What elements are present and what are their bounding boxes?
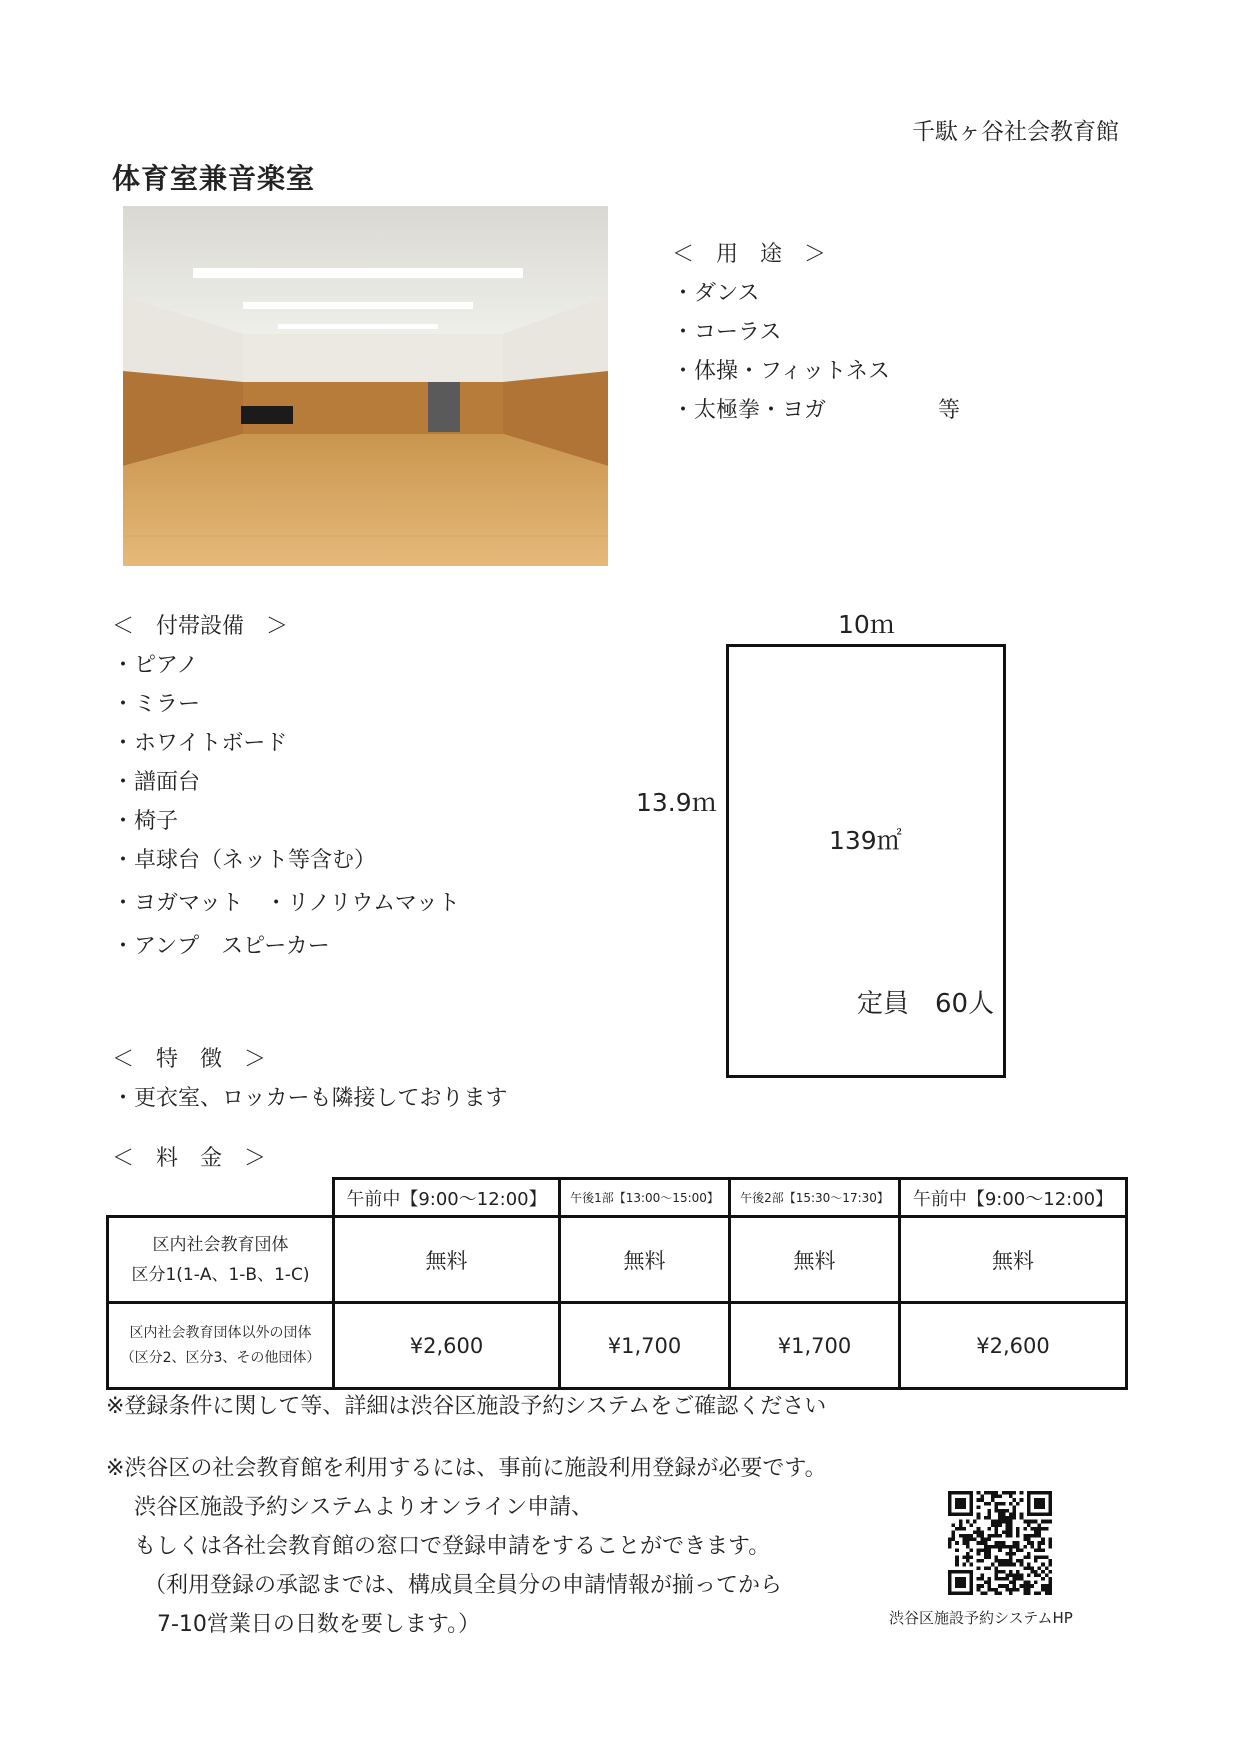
fee-column-header: 午後2部【15:30～17:30】 [730,1179,900,1217]
room-photo [123,206,608,566]
note-registration-required: ※渋谷区の社会教育館を利用するには、事前に施設利用登録が必要です。 [106,1456,827,1481]
fee-table [106,1177,1128,1390]
equipment-item: ・アンプ スピーカー [112,934,330,959]
uses-item-label: ・太極拳・ヨガ [672,398,827,423]
page-title: 体育室兼音楽室 [112,162,316,195]
note-line: （利用登録の承認までは、構成員全員分の申請情報が揃ってから [144,1573,783,1598]
equipment-item: ・ピアノ [112,653,199,678]
uses-item: ・ダンス [672,281,760,306]
uses-item [672,393,960,432]
fee-cell: ¥1,700 [560,1303,730,1389]
note-line: もしくは各社会教育館の窓口で登録申請をすることができます。 [134,1534,771,1559]
plan-height-label: 13.9ｍ [636,788,717,817]
qr-caption: 渋谷区施設予約システムHP [889,1609,1073,1627]
fee-cell: ¥2,600 [334,1303,560,1389]
fee-column-header: 午後1部【13:00～15:00】 [560,1179,730,1217]
fee-row-label-line: 区内社会教育団体以外の団体 [129,1324,312,1341]
uses-item: ・コーラス [672,320,782,345]
fee-table-header-row [108,1179,1127,1217]
equipment-item: ・椅子 [112,809,179,834]
equipment-item: ・ヨガマット ・リノリウムマット [112,891,460,916]
fee-row-label [108,1217,334,1303]
fees-heading: ＜ 料 金 ＞ [112,1146,267,1171]
fee-column-header: 午前中【9:00～12:00】 [334,1179,560,1217]
fee-cell: 無料 [560,1217,730,1303]
uses-item: ・体操・フィットネス [672,359,891,384]
uses-section [672,237,960,432]
features-item: ・更衣室、ロッカーも隣接しております [112,1086,508,1111]
fee-cell: ¥1,700 [730,1303,900,1389]
table-row [108,1303,1127,1389]
equipment-item: ・卓球台（ネット等含む） [112,848,377,873]
fee-column-header: 午前中【9:00～12:00】 [900,1179,1127,1217]
uses-heading: ＜ 用 途 ＞ [672,242,827,267]
note-line: 渋谷区施設予約システムよりオンライン申請、 [134,1495,594,1520]
fee-cell: 無料 [334,1217,560,1303]
equipment-item: ・ミラー [112,692,201,717]
note-registration-conditions: ※登録条件に関して等、詳細は渋谷区施設予約システムをご確認ください [106,1394,827,1419]
fee-row-label [108,1303,334,1389]
capacity-label: 定員 60人 [857,989,995,1019]
facility-name: 千駄ヶ谷社会教育館 [912,119,1119,145]
fee-row-label-line: 区分1(1-A、1-B、1-C) [131,1264,310,1285]
table-row [108,1217,1127,1303]
fee-cell: 無料 [900,1217,1127,1303]
uses-item-suffix: 等 [938,398,961,423]
fee-cell: ¥2,600 [900,1303,1127,1389]
fee-row-label-line: （区分2、区分3、その他団体） [120,1349,321,1366]
equipment-item: ・ホワイトボード [112,731,288,756]
fee-cell: 無料 [730,1217,900,1303]
equipment-section [112,609,460,968]
plan-width-label: 10ｍ [838,610,895,639]
qr-code-icon[interactable] [948,1491,1052,1595]
plan-area-label: 139㎡ [829,826,902,855]
fee-row-label-line: 区内社会教育団体 [152,1234,289,1255]
note-line: 7-10営業日の日数を要します。） [157,1612,481,1637]
fee-table-corner [108,1179,334,1217]
features-heading: ＜ 特 徴 ＞ [112,1047,267,1072]
equipment-heading: ＜ 付帯設備 ＞ [112,614,289,639]
equipment-item: ・譜面台 [112,770,201,795]
